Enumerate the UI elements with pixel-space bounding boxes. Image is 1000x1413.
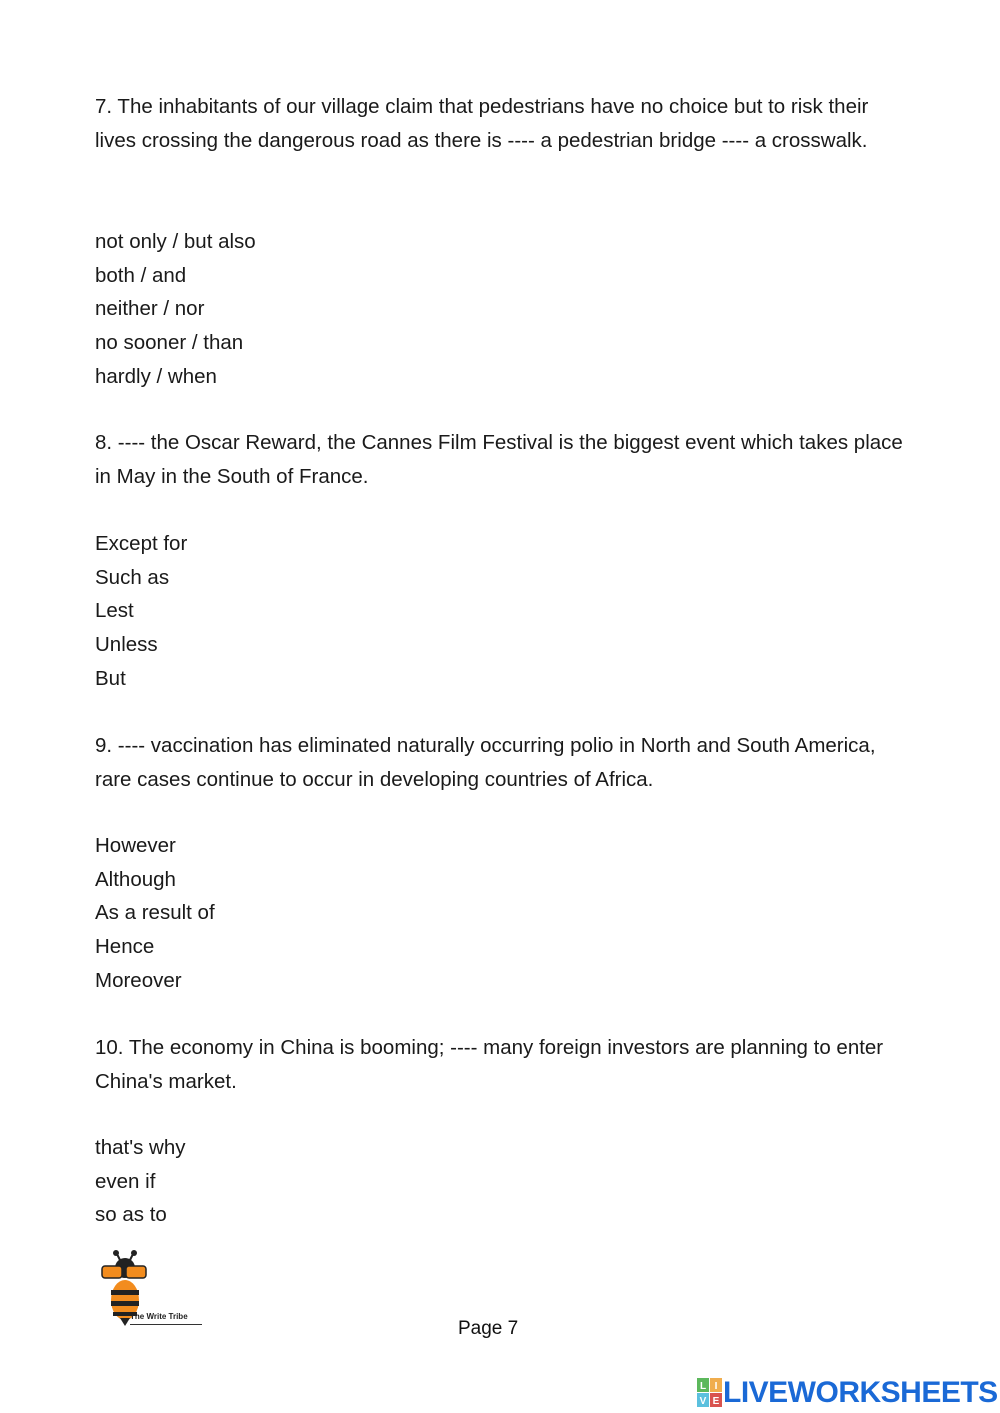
option-9-b: Although	[95, 867, 176, 891]
option-7-d: no sooner / than	[95, 331, 244, 355]
option-7-c: neither / nor	[95, 297, 205, 321]
svg-text:V: V	[699, 1396, 707, 1407]
question-7-text: 7. The inhabitants of our village claim that pedestrians have no choice but to risk their lives crossing the dangerous road as there is ---- a pedestrian bridge ---- a crosswalk.	[95, 95, 869, 152]
liveworksheets-wordmark[interactable]: LIVEWORKSHEETS	[723, 1376, 998, 1409]
svg-text:L: L	[699, 1381, 707, 1392]
option-7-b: both / and	[95, 263, 187, 287]
page-number: Page 7	[458, 1318, 519, 1339]
option-7-a: not only / but also	[95, 230, 256, 253]
liveworksheets-logo-icon	[697, 1378, 723, 1408]
question-7-options	[95, 225, 256, 393]
option-9-c: As a result of	[95, 901, 215, 925]
option-9-e: Moreover	[95, 968, 182, 992]
option-8-a: Except for	[95, 532, 188, 555]
option-10-a: that's why	[95, 1136, 186, 1159]
question-9-text: 9. ---- vaccination has eliminated naturally occurring polio in North and South America, rare cases continue to occur in developing countries of Africa.	[95, 734, 876, 791]
liveworksheets-brand	[697, 1376, 998, 1410]
logo-caption: The Write Tribe	[130, 1312, 202, 1325]
option-8-b: Such as	[95, 565, 170, 589]
option-7-e: hardly / when	[95, 364, 217, 388]
svg-text:E: E	[712, 1396, 720, 1407]
option-9-a: However	[95, 834, 176, 857]
question-8-options	[95, 527, 187, 695]
question-10-text: 10. The economy in China is booming; ---- many foreign investors are planning to enter China's market.	[95, 1036, 884, 1093]
option-10-b: even if	[95, 1169, 156, 1193]
option-8-e: But	[95, 666, 126, 690]
option-8-c: Lest	[95, 599, 134, 623]
question-9-options	[95, 829, 215, 997]
question-8-text: 8. ---- the Oscar Reward, the Cannes Film Festival is the biggest event which takes place in May in the South of France.	[95, 431, 903, 488]
option-10-c: so as to	[95, 1203, 167, 1227]
option-8-d: Unless	[95, 633, 158, 657]
question-10-options	[95, 1131, 186, 1232]
svg-text:I: I	[714, 1381, 718, 1392]
option-9-d: Hence	[95, 935, 155, 959]
